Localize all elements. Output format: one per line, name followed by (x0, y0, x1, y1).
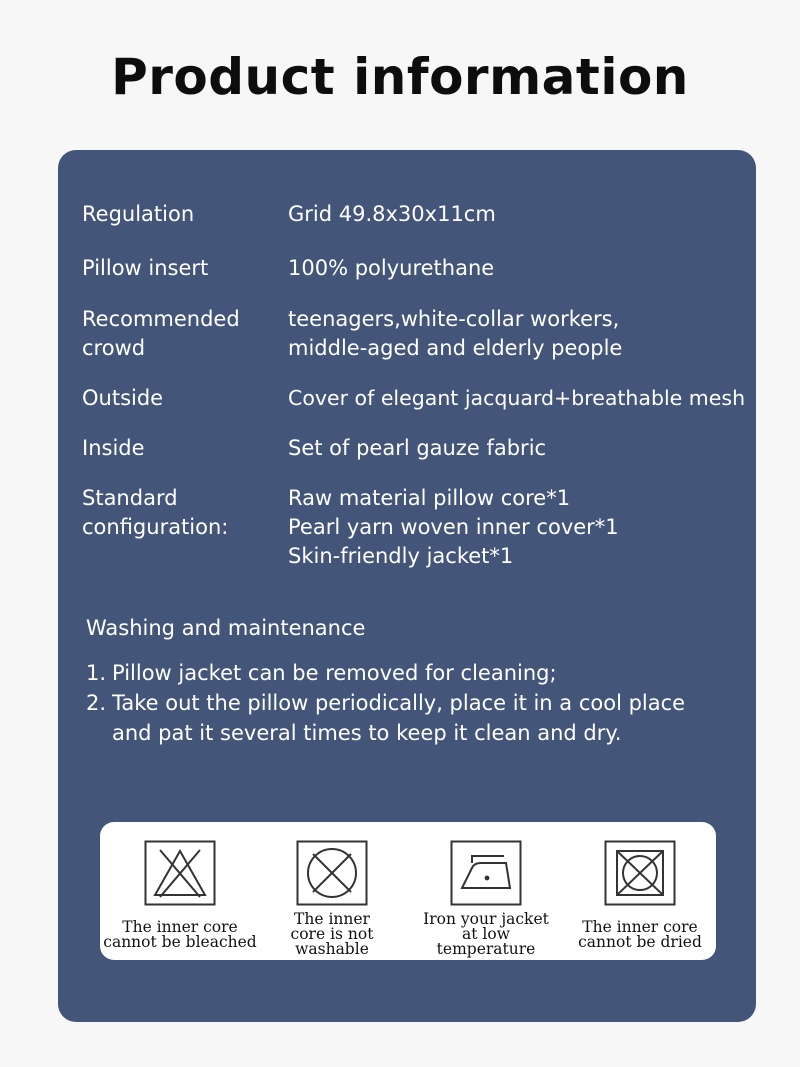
spec-value: Raw material pillow core*1 Pearl yarn woven inner cover*1 Skin-friendly jacket*1 (288, 486, 619, 568)
care-item-iron (408, 840, 564, 957)
washing-list (86, 658, 726, 748)
spec-value: Grid 49.8x30x11cm (288, 202, 496, 226)
spec-label: Standard configuration: (82, 486, 229, 539)
spec-label: Regulation (82, 202, 195, 226)
spec-value: 100% polyurethane (288, 256, 495, 280)
item-number: 1. (86, 661, 107, 685)
care-label: The inner core cannot be dried (578, 918, 702, 951)
spec-value: Cover of elegant jacquard+breathable mesh (288, 386, 746, 410)
page-title: Product information (111, 48, 689, 106)
no-tumble-dry-icon (604, 840, 676, 906)
no-bleach-icon (144, 840, 216, 906)
spec-label: Recommended crowd (82, 307, 240, 360)
iron-low-icon (450, 840, 522, 906)
spec-value: Set of pearl gauze fabric (288, 436, 547, 460)
no-wash-icon (296, 840, 368, 906)
care-item-bleach (102, 840, 258, 950)
washing-item (86, 658, 726, 688)
care-item-dry (562, 840, 718, 950)
spec-value: teenagers,white-collar workers, middle-aged and elderly people (288, 307, 623, 360)
info-panel (58, 150, 756, 1022)
care-label: The inner core cannot be bleached (103, 918, 257, 951)
spec-label: Outside (82, 386, 164, 410)
care-label: Iron your jacket at low temperature (423, 910, 549, 958)
item-number: 2. (86, 691, 107, 715)
care-item-wash (254, 840, 410, 957)
item-text: Take out the pillow periodically, place it in a cool place and pat it several times to keep it clean and dry. (112, 691, 686, 745)
item-text: Pillow jacket can be removed for cleaning; (112, 661, 557, 685)
care-symbols-box (100, 822, 716, 960)
washing-heading: Washing and maintenance (86, 616, 366, 640)
care-label: The inner core is not washable (290, 910, 374, 958)
washing-item (86, 688, 726, 748)
spec-label: Inside (82, 436, 145, 460)
spec-label: Pillow insert (82, 256, 209, 280)
